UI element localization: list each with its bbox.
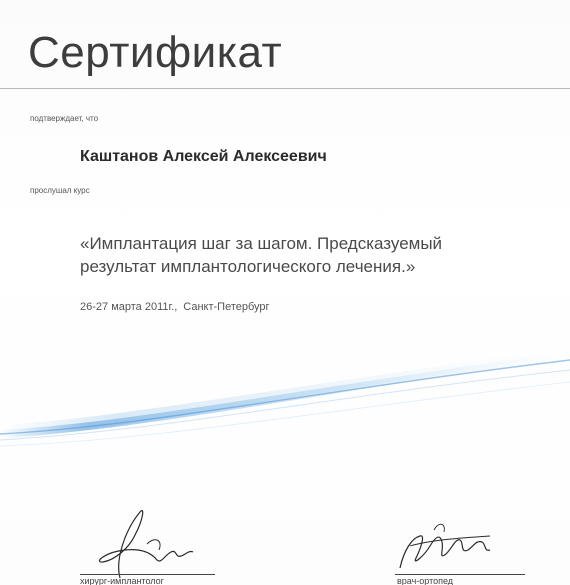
recipient-name: Каштанов Алексей Алексеевич	[80, 148, 327, 165]
date-place	[80, 301, 270, 313]
confirms-label: подтверждает, что	[30, 114, 99, 123]
course-title	[80, 232, 550, 278]
signer-role-right: врач-ортопед	[397, 576, 454, 585]
signature-line-left	[80, 574, 215, 575]
signer-role-left: хирург-имплантолог	[80, 576, 164, 585]
signature-line-right	[395, 574, 525, 575]
course-date: 26-27 марта 2011г.,	[80, 301, 178, 313]
signature-left	[85, 500, 215, 580]
course-title-line2: результат имплантологического лечения.»	[80, 257, 416, 276]
decorative-wave	[0, 330, 570, 470]
title-divider	[0, 88, 570, 89]
course-title-line1: «Имплантация шаг за шагом. Предсказуемый	[80, 234, 443, 253]
signature-right	[390, 500, 510, 580]
certificate-title: Сертификат	[28, 28, 283, 77]
completed-course-label: прослушал курс	[30, 186, 90, 195]
course-place: Санкт-Петербург	[183, 301, 270, 313]
